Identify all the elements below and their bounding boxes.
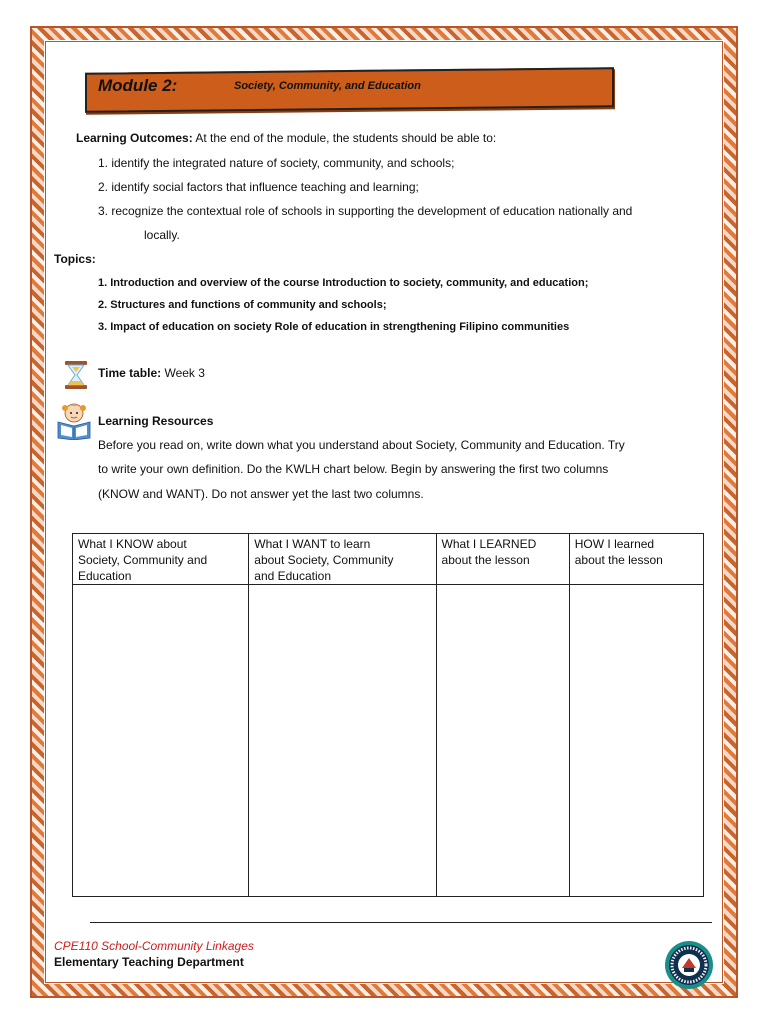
module-subtitle: Society, Community, and Education: [234, 80, 421, 92]
kwlh-header-how: [569, 534, 703, 585]
kwlh-header-line: HOW I learned: [574, 537, 655, 551]
kwlh-header-line: Society, Community and: [78, 553, 208, 567]
hourglass-icon: [62, 360, 90, 390]
footer-department: Elementary Teaching Department: [54, 955, 244, 969]
learning-outcomes-intro: At the end of the module, the students should be able to:: [192, 131, 497, 145]
kwlh-header-line: and Education: [254, 569, 331, 583]
timetable-label: Time table:: [98, 366, 162, 380]
outcome-item-continuation: locally.: [144, 228, 180, 242]
timetable-value: Week 3: [161, 366, 205, 380]
kwlh-header-line: What I KNOW about: [78, 537, 187, 551]
kwlh-header-learned: [436, 534, 569, 585]
kwlh-header-line: Education: [78, 569, 132, 583]
module-title: Module 2:: [98, 76, 178, 95]
footer-divider: [90, 922, 712, 923]
kwlh-learned-answer-cell[interactable]: [436, 585, 569, 897]
kwlh-how-answer-cell[interactable]: [569, 585, 703, 897]
kwlh-answer-row: [73, 585, 704, 897]
kwlh-chart-table: [72, 533, 704, 897]
learning-outcomes-label: Learning Outcomes:: [76, 131, 193, 145]
resources-paragraph-line: Before you read on, write down what you understand about Society, Community and Education. Try: [98, 438, 625, 452]
kwlh-header-know: [73, 534, 249, 585]
university-seal-icon: [664, 940, 714, 990]
kwlh-header-line: What I WANT to learn: [254, 537, 371, 551]
outcome-item: 3. recognize the contextual role of schools in supporting the development of education nationally and: [98, 204, 633, 218]
outcome-item: 1. identify the integrated nature of society, community, and schools;: [98, 156, 455, 170]
kwlh-header-line: What I LEARNED: [441, 537, 537, 551]
learning-outcomes-heading: [76, 131, 496, 146]
learning-resources-heading: Learning Resources: [98, 414, 214, 428]
kwlh-header-line: about Society, Community: [254, 553, 394, 567]
topic-item: 2. Structures and functions of community and schools;: [98, 299, 387, 311]
footer-course-name: CPE110 School-Community Linkages: [54, 939, 254, 953]
kwlh-header-line: about the lesson: [574, 553, 663, 567]
kwlh-header-want: [249, 534, 436, 585]
timetable-row: [98, 366, 205, 381]
kwlh-want-answer-cell[interactable]: [249, 585, 436, 897]
outcome-item: 2. identify social factors that influence teaching and learning;: [98, 180, 419, 194]
topics-heading: Topics:: [54, 252, 96, 266]
topic-item: 1. Introduction and overview of the course Introduction to society, community, and education;: [98, 277, 589, 289]
child-reading-book-icon: [54, 400, 94, 440]
kwlh-know-answer-cell[interactable]: [73, 585, 249, 897]
topic-item: 3. Impact of education on society Role of education in strengthening Filipino communities: [98, 321, 570, 333]
resources-paragraph-line: to write your own definition. Do the KWLH chart below. Begin by answering the first two columns: [98, 462, 609, 476]
resources-paragraph-line: (KNOW and WANT). Do not answer yet the last two columns.: [98, 487, 424, 501]
kwlh-header-row: [73, 534, 704, 585]
kwlh-header-line: about the lesson: [441, 553, 530, 567]
